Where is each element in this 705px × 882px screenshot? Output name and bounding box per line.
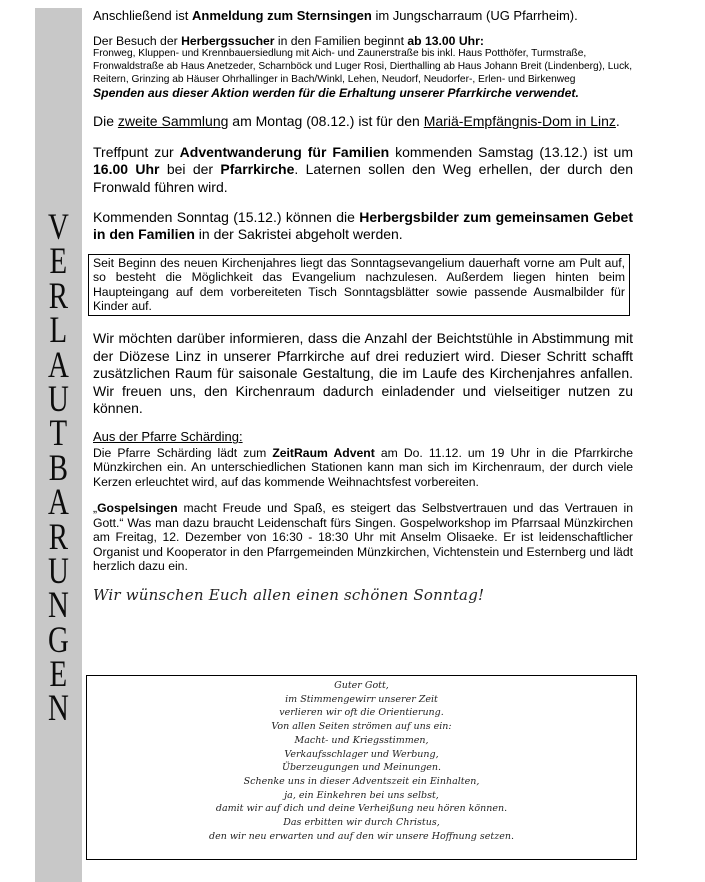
side-title-verlautbarungen: [35, 207, 82, 730]
text-bold: Herbergsbilder zum gemeinsamen Gebet in den Familien: [93, 209, 633, 243]
text-bold: Adventwanderung für Familien: [179, 143, 390, 160]
text: im Jungscharraum (UG Pfarrheim).: [371, 8, 578, 23]
prayer-line: damit wir auf dich und deine Verheißung neu hören können.: [215, 803, 508, 815]
sunday-wish: Wir wünschen Euch allen einen schönen Sonntag!: [93, 586, 485, 605]
prayer-line: verlieren wir oft die Orientierung.: [279, 707, 444, 719]
text-bold: Pfarrkirche: [220, 161, 295, 178]
side-letter: L: [49, 310, 68, 352]
side-letter: N: [48, 585, 69, 627]
herbergsbilder-paragraph: [93, 209, 633, 244]
prayer-line: den wir neu erwarten und auf den wir unsere Hoffnung setzen.: [209, 830, 514, 842]
side-letter: B: [48, 447, 69, 489]
text-bold: ab 13.00 Uhr:: [407, 33, 484, 48]
beichtstuehle-paragraph: Wir möchten darüber informieren, dass die Anzahl der Beichtstühle in Abstimmung mit der Diözese Linz in unserer Pfarrkirche auf drei reduziert wird. Dieser Schritt schafft zusätzlichen Raum für saisonale Gestaltung, die im Laufe des Kirchenjahres anfallen. Wir freuen uns, den Kirchenraum dadurch einladender und vielseitiger nutzen zu können.: [93, 330, 633, 417]
side-letter: T: [49, 413, 68, 455]
text-underlined: zweite Sammlung: [117, 113, 229, 130]
prayer-line: Das erbitten wir durch Christus,: [283, 817, 440, 829]
text-bold: Herbergssucher: [181, 33, 275, 48]
second-collection-paragraph: [93, 113, 633, 130]
side-letter: G: [48, 619, 69, 661]
donation-note: Spenden aus dieser Aktion werden für die Erhaltung unserer Pfarrkirche verwendet.: [93, 86, 579, 101]
side-letter: E: [49, 654, 68, 696]
text: Kommenden Sonntag (15.12.) können die: [93, 209, 360, 226]
text: Die Pfarre Schärding lädt zum: [93, 446, 273, 461]
prayer-box: [86, 675, 637, 860]
gospel-notice-text: Seit Beginn des neuen Kirchenjahres liegt das Sonntagsevangelium dauerhaft vorne am Pult auf, so besteht die Möglichkeit das Evangelium nachzulesen. Außerdem liegen hinten beim Haupteingang auf dem vorbereiteten Tisch Sonntagsblätter sowie passende Ausmalbilder für Kinder auf.: [93, 255, 625, 314]
text: in den Familien beginnt: [274, 33, 408, 48]
side-letter: R: [48, 275, 69, 317]
text: . Laternen sollen den Weg erhellen, der durch den Fronwald führen wird.: [93, 161, 633, 195]
text: in der Sakristei abgeholt werden.: [194, 226, 403, 243]
text: „: [93, 501, 98, 516]
gospelsingen-paragraph: [93, 501, 633, 573]
text-underlined: Mariä-Empfängnis-Dom in Linz: [423, 113, 616, 130]
herbergssucher-section: [93, 34, 633, 102]
text-bold: ZeitRaum Advent: [272, 446, 375, 461]
side-letter: U: [48, 550, 69, 592]
herbergssucher-route: Fronweg, Kluppen- und Krennbauersiedlung mit Aich- und Zaunerstraße bis inkl. Haus Potthöfer, Turmstraße, Fronwaldstraße ab Haus Anetzeder, Scharnböck und Luger Rosi, Dierthalling ab Haus Johann Breit (Lindenberg), Luck, Reitern, Grinzing ab Häuser Ohrhallinger in Bach/Winkl, Lehen, Neudorf, Neudorfer-, Erlen- und Birkenweg: [93, 48, 633, 85]
prayer-line: im Stimmengewirr unserer Zeit: [285, 693, 438, 705]
prayer-line: Verkaufsschlager und Werbung,: [284, 748, 439, 760]
prayer-line: Schenke uns in dieser Adventszeit ein Einhalten,: [243, 775, 480, 787]
side-letter: A: [48, 482, 69, 524]
adventwanderung-paragraph: [93, 144, 633, 196]
prayer-line: ja, ein Einkehren bei uns selbst,: [284, 789, 439, 801]
text-bold: 16.00 Uhr: [93, 161, 160, 178]
text: Treffpunt zur: [93, 143, 180, 160]
text: kommenden Samstag (13.12.) ist um: [389, 143, 634, 160]
text: .: [615, 113, 620, 130]
text: macht Freude und Spaß, es steigert das Selbstvertrauen und das Vertrauen in Gott.“ Was man dazu braucht Leidenschaft fürs Singen. Gospelworkshop im Pfarrsaal Münzkirchen am Freitag, 12. Dezember von 16:30 - 18:30 Uhr mit Anselm Olisaeke. Er ist leidenschaftlicher Organist und Kooperator in den Pfarrgemeinden Münzkirchen, Vichtenstein und Esternberg und lädt herzlich dazu ein.: [93, 501, 633, 573]
side-letter: U: [48, 378, 69, 420]
prayer-line: Von allen Seiten strömen auf uns ein:: [271, 721, 452, 733]
prayer-line: Macht- und Kriegsstimmen,: [294, 734, 429, 746]
side-letter: E: [49, 241, 68, 283]
side-letter: V: [48, 207, 69, 248]
side-letter: A: [48, 344, 69, 386]
schaerding-heading: Aus der Pfarre Schärding:: [93, 429, 243, 445]
side-band: [35, 8, 82, 882]
text-bold: Gospelsingen: [97, 501, 178, 516]
side-letter: R: [48, 516, 69, 558]
text: bei der: [159, 161, 221, 178]
herbergssucher-heading: [93, 34, 633, 48]
text: Anschließend ist: [93, 8, 192, 23]
sternsingen-paragraph: [93, 8, 633, 25]
text: am Do. 11.12. um 19 Uhr in die Pfarrkirche Münzkirchen ein. An unterschiedlichen Stationen kann man sich im Kirchenraum, der durch viele Kerzen erleuchtet wird, auf das kommende Weihnachtsfest vorbereiten.: [93, 446, 633, 489]
announcements-content: [93, 8, 633, 604]
prayer-line: Guter Gott,: [334, 680, 389, 691]
text: am Montag (08.12.) ist für den: [228, 113, 424, 130]
gospel-notice-box: [88, 254, 630, 317]
side-letter: N: [48, 688, 69, 730]
text: Der Besuch der: [93, 33, 182, 48]
zeitraum-advent-text: [93, 446, 633, 489]
text-bold: Anmeldung zum Sternsingen: [192, 8, 372, 23]
text: Die: [93, 113, 118, 130]
prayer-line: Überzeugungen und Meinungen.: [281, 762, 442, 774]
schaerding-section: [93, 429, 633, 489]
